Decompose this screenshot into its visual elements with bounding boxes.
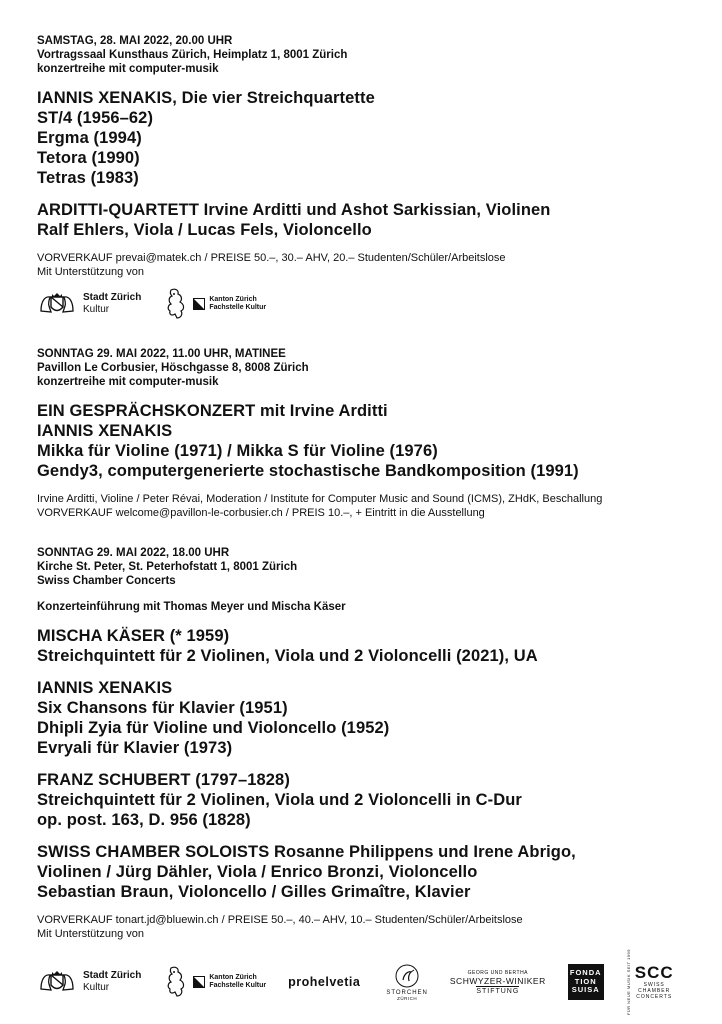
kanton-zuerich-logo — [163, 287, 266, 321]
event-series: konzertreihe mit computer-musik — [37, 376, 219, 388]
stadt-zuerich-logo — [37, 969, 141, 995]
program-work: op. post. 163, D. 956 (1828) — [37, 811, 251, 829]
kanton-shield-icon — [193, 298, 205, 310]
program-work: Evryali für Klavier (1973) — [37, 739, 233, 757]
program-work: Tetras (1983) — [37, 169, 139, 187]
program-line: IANNIS XENAKIS — [37, 422, 173, 440]
suisa-line: TION — [574, 976, 597, 986]
program-line: Gendy3, computergenerierte stochastische Bandkomposition (1991) — [37, 462, 579, 480]
event-series: konzertreihe mit computer-musik — [37, 63, 219, 75]
kanton-zuerich-logo — [163, 965, 266, 999]
kanton-zuerich-name: Kanton Zürich — [209, 973, 257, 981]
program-composer: FRANZ SCHUBERT (1797–1828) — [37, 771, 290, 789]
event-3 — [37, 546, 697, 1015]
performers-line: Sebastian Braun, Violoncello / Gilles Grimaître, Klavier — [37, 883, 471, 901]
kanton-lion-icon — [163, 965, 189, 999]
event-venue: Kirche St. Peter, St. Peterhofstatt 1, 8001 Zürich — [37, 561, 298, 573]
scc-side-text: FÜR NEUE MUSIK SEIT 1999 — [625, 949, 631, 1016]
program-work: Streichquintett für 2 Violinen, Viola und 2 Violoncelli in C-Dur — [37, 791, 522, 809]
fondation-suisa-logo — [568, 964, 604, 1000]
kanton-zuerich-sub: Fachstelle Kultur — [209, 304, 267, 311]
storchen-logo — [386, 964, 428, 1001]
sponsor-logos — [37, 949, 697, 1015]
event-2 — [37, 347, 697, 520]
presale-info: VORVERKAUF tonart.jd@bluewin.ch / PREISE 50.–, 40.– AHV, 10.– Studenten/Schüler/Arbeitslose — [37, 914, 523, 926]
scc-word: CONCERTS — [636, 994, 673, 1001]
event-date: SONNTAG 29. MAI 2022, 11.00 UHR, MATINEE — [37, 348, 286, 360]
event-venue: Pavillon Le Corbusier, Höschgasse 8, 8008 Zürich — [37, 362, 309, 374]
kanton-zuerich-sub: Fachstelle Kultur — [209, 982, 267, 990]
prohelvetia-logo: prohelvetia — [288, 975, 361, 990]
storchen-bird-icon — [395, 964, 419, 988]
program-work: Ergma (1994) — [37, 129, 142, 147]
suisa-line: SUISA — [571, 985, 600, 995]
program-line: Mikka für Violine (1971) / Mikka S für Violine (1976) — [37, 442, 438, 460]
schwyzer-top: GEORG UND BERTHA — [467, 969, 529, 976]
program-work: Tetora (1990) — [37, 149, 140, 167]
event-series: Swiss Chamber Concerts — [37, 575, 176, 587]
intro-talk: Konzerteinführung mit Thomas Meyer und Mischa Käser — [37, 601, 346, 613]
scc-marks: SCC — [634, 963, 674, 983]
stadt-zuerich-name: Stadt Zürich — [83, 970, 142, 982]
event-date: SONNTAG 29. MAI 2022, 18.00 UHR — [37, 547, 230, 559]
program-composer: IANNIS XENAKIS — [37, 679, 173, 697]
stadt-zuerich-logo — [37, 291, 141, 317]
storchen-sub: ZÜRICH — [397, 995, 418, 1001]
performers-line: ARDITTI-QUARTETT Irvine Arditti und Ashot Sarkissian, Violinen — [37, 201, 551, 219]
schwyzer-stiftung-logo — [450, 970, 546, 995]
zuerich-lions-crest-icon — [37, 969, 77, 995]
stadt-zuerich-name: Stadt Zürich — [83, 292, 142, 303]
schwyzer-sub: STIFTUNG — [476, 987, 520, 995]
credits-info: Irvine Arditti, Violine / Peter Révai, Moderation / Institute for Computer Music and Sound (ICMS), ZHdK, Beschallung — [37, 493, 603, 505]
program-composer: MISCHA KÄSER (* 1959) — [37, 627, 230, 645]
suisa-line: FONDA — [569, 968, 602, 978]
program-work: Dhipli Zyia für Violine und Violoncello (1952) — [37, 719, 390, 737]
program-work: ST/4 (1956–62) — [37, 109, 154, 127]
program-line: EIN GESPRÄCHSKONZERT mit Irvine Arditti — [37, 402, 388, 420]
storchen-name: STORCHEN — [386, 989, 428, 996]
event-1 — [37, 34, 697, 321]
zuerich-lions-crest-icon — [37, 291, 77, 317]
performers-line: SWISS CHAMBER SOLOISTS Rosanne Philippens und Irene Abrigo, — [37, 843, 576, 861]
kanton-shield-icon — [193, 976, 205, 988]
kanton-zuerich-name: Kanton Zürich — [209, 295, 257, 303]
event-venue: Vortragssaal Kunsthaus Zürich, Heimplatz 1, 8001 Zürich — [37, 49, 348, 61]
scc-word: SWISS — [643, 982, 665, 989]
stadt-zuerich-sub: Kultur — [83, 982, 110, 994]
sponsor-logos — [37, 287, 697, 321]
kanton-lion-icon — [163, 287, 189, 321]
presale-info: VORVERKAUF welcome@pavillon-le-corbusier.ch / PREIS 10.–, + Eintritt in die Ausstellung — [37, 506, 485, 519]
schwyzer-name: SCHWYZER-WINIKER — [449, 975, 546, 986]
poster-page — [37, 34, 697, 1015]
event-date: SAMSTAG, 28. MAI 2022, 20.00 UHR — [37, 35, 233, 47]
scc-word: CHAMBER — [638, 988, 671, 995]
support-label: Mit Unterstützung von — [37, 265, 144, 278]
support-label: Mit Unterstützung von — [37, 927, 144, 940]
program-composer: IANNIS XENAKIS, Die vier Streichquartette — [37, 89, 375, 107]
program-work: Streichquintett für 2 Violinen, Viola und 2 Violoncelli (2021), UA — [37, 647, 538, 665]
performers-line: Violinen / Jürg Dähler, Viola / Enrico Bronzi, Violoncello — [37, 863, 478, 881]
presale-info: VORVERKAUF prevai@matek.ch / PREISE 50.–, 30.– AHV, 20.– Studenten/Schüler/Arbeitslose — [37, 252, 506, 264]
program-work: Six Chansons für Klavier (1951) — [37, 699, 288, 717]
swiss-chamber-concerts-logo — [626, 949, 674, 1015]
stadt-zuerich-sub: Kultur — [83, 304, 110, 315]
performers-line: Ralf Ehlers, Viola / Lucas Fels, Violoncello — [37, 221, 372, 239]
